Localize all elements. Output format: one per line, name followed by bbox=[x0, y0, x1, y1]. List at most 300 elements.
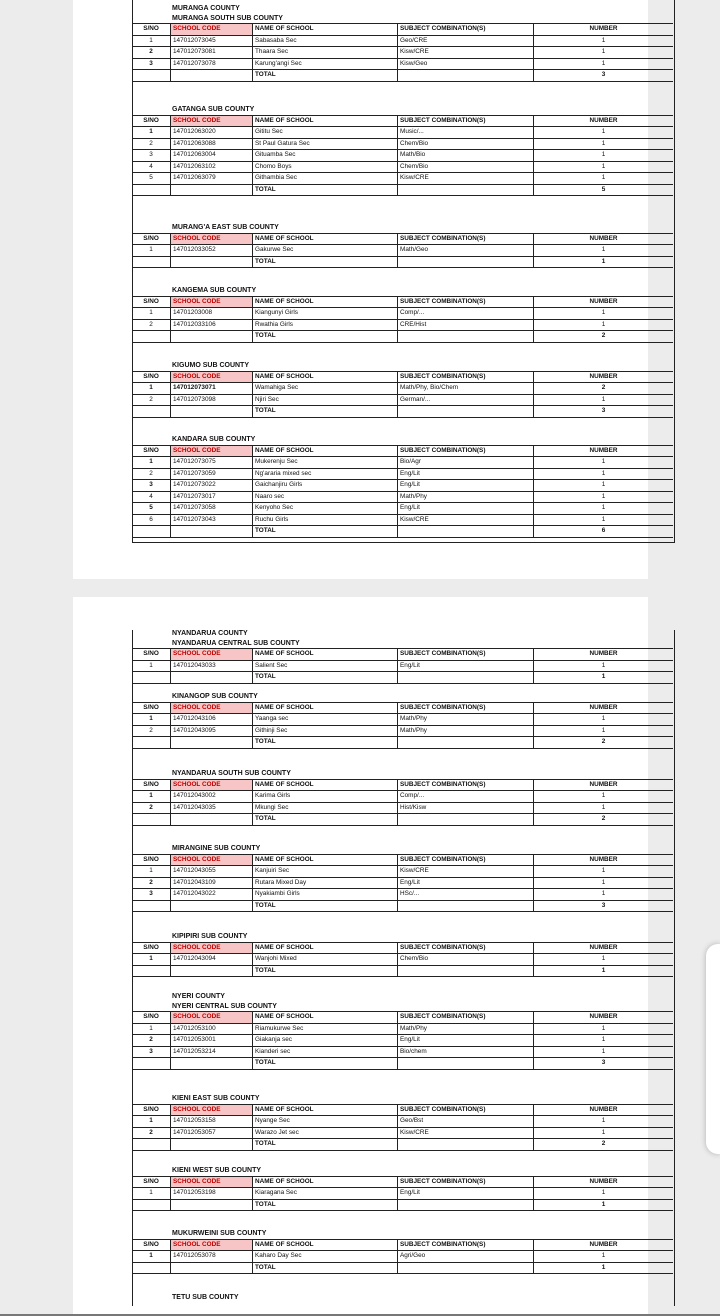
total-value: 3 bbox=[601, 71, 606, 78]
table-row bbox=[132, 150, 673, 162]
total-sno-blank bbox=[132, 70, 171, 81]
col-header-school-code: SCHOOL CODE bbox=[171, 1105, 253, 1116]
table-row bbox=[132, 245, 673, 257]
row-school-code: 147012073043 bbox=[171, 515, 253, 526]
row-school-name: Yaanga sec bbox=[253, 714, 398, 725]
row-number: 1 bbox=[601, 174, 606, 181]
subcounty-section bbox=[132, 932, 673, 977]
col-header-name: NAME OF SCHOOL bbox=[253, 1177, 398, 1188]
row-school-code: 147012043109 bbox=[171, 878, 253, 889]
total-code-blank bbox=[171, 526, 253, 537]
total-value: 3 bbox=[601, 407, 606, 414]
row-number: 2 bbox=[601, 384, 606, 391]
col-header-school-code: SCHOOL CODE bbox=[171, 1240, 253, 1251]
col-header-number: NUMBER bbox=[589, 1240, 618, 1248]
row-number: 1 bbox=[601, 151, 606, 158]
total-code-blank bbox=[171, 1139, 253, 1150]
row-number: 1 bbox=[601, 1117, 606, 1124]
table-row bbox=[132, 866, 673, 878]
subcounty-heading: KIENI EAST SUB COUNTY bbox=[172, 1095, 260, 1102]
row-school-name: Gakurwe Sec bbox=[253, 245, 398, 256]
row-school-name: Karung'angi Sec bbox=[253, 59, 398, 70]
row-school-name: Nyange Sec bbox=[253, 1116, 398, 1127]
row-school-code: 147012043094 bbox=[171, 954, 253, 965]
row-number: 1 bbox=[601, 1047, 606, 1055]
table-row bbox=[132, 59, 673, 71]
row-school-name: Mukerenju Sec bbox=[253, 457, 398, 468]
total-subject-blank bbox=[398, 1263, 534, 1274]
row-number: 1 bbox=[601, 36, 606, 44]
col-header-name: NAME OF SCHOOL bbox=[253, 297, 398, 308]
total-subject-blank bbox=[398, 672, 534, 683]
row-school-name: Rutara Mixed Day bbox=[253, 878, 398, 889]
side-scroll-handle[interactable] bbox=[706, 944, 720, 1154]
table-row bbox=[132, 383, 673, 395]
col-header-school-code: SCHOOL CODE bbox=[171, 24, 253, 35]
county-heading: MURANGA COUNTY bbox=[172, 5, 240, 12]
total-sno-blank bbox=[132, 901, 171, 912]
total-code-blank bbox=[171, 257, 253, 268]
row-subject: Math/Phy bbox=[398, 726, 534, 737]
col-header-subject: SUBJECT COMBINATION(S) bbox=[398, 116, 534, 127]
row-number: 1 bbox=[601, 48, 606, 55]
schools-table bbox=[132, 1104, 673, 1151]
document-page-1 bbox=[73, 0, 648, 579]
table-row bbox=[132, 726, 673, 738]
col-header-name: NAME OF SCHOOL bbox=[253, 1012, 398, 1023]
subcounty-heading: MUKURWEINI SUB COUNTY bbox=[172, 1230, 267, 1237]
total-code-blank bbox=[171, 70, 253, 81]
subcounty-heading: KIGUMO SUB COUNTY bbox=[172, 362, 249, 369]
row-subject: Math/Phy bbox=[398, 714, 534, 725]
col-header-name: NAME OF SCHOOL bbox=[253, 855, 398, 866]
col-header-number: NUMBER bbox=[589, 703, 618, 711]
total-row bbox=[132, 737, 673, 749]
table-row bbox=[132, 469, 673, 481]
row-school-code: 147012033052 bbox=[171, 245, 253, 256]
total-label: TOTAL bbox=[253, 1139, 398, 1150]
col-header-name: NAME OF SCHOOL bbox=[253, 1105, 398, 1116]
row-sno: 2 bbox=[132, 1035, 171, 1046]
row-school-name: Githambia Sec bbox=[253, 173, 398, 184]
table-row bbox=[132, 1116, 673, 1128]
row-sno: 3 bbox=[132, 1047, 171, 1058]
schools-table bbox=[132, 233, 673, 269]
total-subject-blank bbox=[398, 331, 534, 342]
table-header-row bbox=[132, 116, 673, 128]
row-sno: 1 bbox=[132, 1251, 171, 1262]
row-subject: Chem/Bio bbox=[398, 162, 534, 173]
col-header-number: NUMBER bbox=[589, 297, 618, 305]
col-header-sno: S/NO bbox=[132, 943, 171, 954]
table-row bbox=[132, 878, 673, 890]
row-sno: 1 bbox=[132, 791, 171, 802]
row-school-code: 147012073098 bbox=[171, 395, 253, 406]
total-subject-blank bbox=[398, 966, 534, 977]
row-school-name: Githinji Sec bbox=[253, 726, 398, 737]
county-heading: NYERI COUNTY bbox=[172, 993, 225, 1000]
row-subject: Eng/Lit bbox=[398, 469, 534, 480]
row-subject: German/... bbox=[398, 395, 534, 406]
table-header-row bbox=[132, 372, 673, 384]
subcounty-heading: NYERI CENTRAL SUB COUNTY bbox=[172, 1002, 277, 1010]
row-sno: 6 bbox=[132, 515, 171, 526]
table-row bbox=[132, 480, 673, 492]
col-header-name: NAME OF SCHOOL bbox=[253, 703, 398, 714]
row-subject: Eng/Lit bbox=[398, 878, 534, 889]
row-sno: 2 bbox=[132, 320, 171, 331]
total-row bbox=[132, 1058, 673, 1070]
row-sno: 1 bbox=[132, 127, 171, 138]
col-header-school-code: SCHOOL CODE bbox=[171, 943, 253, 954]
subcounty-heading: KIENI WEST SUB COUNTY bbox=[172, 1167, 262, 1174]
total-subject-blank bbox=[398, 737, 534, 748]
total-label: TOTAL bbox=[253, 185, 398, 196]
row-school-code: 147012073075 bbox=[171, 457, 253, 468]
col-header-subject: SUBJECT COMBINATION(S) bbox=[398, 24, 534, 35]
col-header-number: NUMBER bbox=[589, 372, 618, 380]
total-row bbox=[132, 331, 673, 343]
col-header-school-code: SCHOOL CODE bbox=[171, 780, 253, 791]
col-header-school-code: SCHOOL CODE bbox=[171, 649, 253, 660]
row-subject: Kisw/Geo bbox=[398, 59, 534, 70]
row-subject: Eng/Lit bbox=[398, 480, 534, 491]
total-row bbox=[132, 406, 673, 418]
total-code-blank bbox=[171, 901, 253, 912]
subcounty-heading: KINANGOP SUB COUNTY bbox=[172, 693, 258, 700]
table-row bbox=[132, 395, 673, 407]
subcounty-section bbox=[132, 435, 673, 538]
row-school-name: Warazo Jet sec bbox=[253, 1128, 398, 1139]
total-value: 2 bbox=[601, 738, 606, 745]
row-school-code: 147012043055 bbox=[171, 866, 253, 877]
col-header-number: NUMBER bbox=[589, 855, 618, 863]
row-school-name: Nyakiambi Girls bbox=[253, 889, 398, 900]
row-school-code: 147012053198 bbox=[171, 1188, 253, 1199]
total-subject-blank bbox=[398, 1058, 534, 1069]
row-school-code: 147012063102 bbox=[171, 162, 253, 173]
col-header-school-code: SCHOOL CODE bbox=[171, 1177, 253, 1188]
total-row bbox=[132, 257, 673, 269]
col-header-sno: S/NO bbox=[132, 780, 171, 791]
table-header-row bbox=[132, 297, 673, 309]
row-school-name: Giakanja sec bbox=[253, 1035, 398, 1046]
total-value: 5 bbox=[601, 185, 606, 193]
schools-table bbox=[132, 445, 673, 538]
row-subject: Kisw/CRE bbox=[398, 1128, 534, 1139]
col-header-name: NAME OF SCHOOL bbox=[253, 446, 398, 457]
schools-table bbox=[132, 23, 673, 82]
col-header-sno: S/NO bbox=[132, 234, 171, 245]
row-school-name: Naaro sec bbox=[253, 492, 398, 503]
col-header-sno: S/NO bbox=[132, 1240, 171, 1251]
table-row bbox=[132, 661, 673, 673]
row-school-name: Gituamba Sec bbox=[253, 150, 398, 161]
total-sno-blank bbox=[132, 1263, 171, 1274]
table-row bbox=[132, 173, 673, 185]
row-sno: 1 bbox=[132, 661, 171, 672]
col-header-number: NUMBER bbox=[589, 943, 618, 951]
row-sno: 2 bbox=[132, 878, 171, 889]
row-school-code: 147012043033 bbox=[171, 661, 253, 672]
row-subject: HSc/... bbox=[398, 889, 534, 900]
row-number: 1 bbox=[601, 309, 606, 316]
page-sheet bbox=[73, 0, 648, 579]
row-number: 1 bbox=[601, 715, 606, 722]
total-sno-blank bbox=[132, 526, 171, 537]
row-school-name: Kenyoho Sec bbox=[253, 503, 398, 514]
col-header-subject: SUBJECT COMBINATION(S) bbox=[398, 855, 534, 866]
total-label: TOTAL bbox=[253, 966, 398, 977]
row-school-code: 147012073081 bbox=[171, 47, 253, 58]
row-school-name: Gititu Sec bbox=[253, 127, 398, 138]
total-label: TOTAL bbox=[253, 526, 398, 537]
col-header-sno: S/NO bbox=[132, 297, 171, 308]
table-row bbox=[132, 1128, 673, 1140]
schools-table bbox=[132, 1239, 673, 1275]
subcounty-section bbox=[132, 286, 673, 343]
total-label: TOTAL bbox=[253, 901, 398, 912]
page-sheet bbox=[73, 597, 648, 1316]
row-number: 1 bbox=[601, 890, 606, 897]
total-row bbox=[132, 1263, 673, 1275]
total-subject-blank bbox=[398, 1139, 534, 1150]
row-subject: Bio/chem bbox=[398, 1047, 534, 1058]
total-row bbox=[132, 185, 673, 197]
table-header-row bbox=[132, 234, 673, 246]
row-subject: Chem/Bio bbox=[398, 139, 534, 150]
total-row bbox=[132, 70, 673, 82]
row-sno: 2 bbox=[132, 395, 171, 406]
row-sno: 2 bbox=[132, 139, 171, 150]
row-sno: 5 bbox=[132, 503, 171, 514]
row-school-name: Mkungi Sec bbox=[253, 803, 398, 814]
total-sno-blank bbox=[132, 1139, 171, 1150]
col-header-school-code: SCHOOL CODE bbox=[171, 116, 253, 127]
row-school-code: 147012073078 bbox=[171, 59, 253, 70]
row-school-code: 147012043022 bbox=[171, 889, 253, 900]
col-header-school-code: SCHOOL CODE bbox=[171, 372, 253, 383]
row-sno: 2 bbox=[132, 47, 171, 58]
col-header-sno: S/NO bbox=[132, 855, 171, 866]
row-subject: Agri/Geo bbox=[398, 1251, 534, 1262]
total-label: TOTAL bbox=[253, 70, 398, 81]
schools-table bbox=[132, 779, 673, 826]
total-label: TOTAL bbox=[253, 406, 398, 417]
col-header-name: NAME OF SCHOOL bbox=[253, 24, 398, 35]
subcounty-heading: GATANGA SUB COUNTY bbox=[172, 106, 255, 113]
total-code-blank bbox=[171, 1058, 253, 1069]
subcounty-heading: MIRANGINE SUB COUNTY bbox=[172, 845, 261, 852]
row-subject: Math/Phy bbox=[398, 1024, 534, 1035]
row-school-name: Thaara Sec bbox=[253, 47, 398, 58]
row-sno: 1 bbox=[132, 1116, 171, 1127]
table-row bbox=[132, 803, 673, 815]
row-school-name: Karima Girls bbox=[253, 791, 398, 802]
row-number: 1 bbox=[601, 320, 606, 328]
row-subject: Math/Geo bbox=[398, 245, 534, 256]
total-code-blank bbox=[171, 406, 253, 417]
subcounty-section bbox=[132, 223, 673, 268]
row-sno: 2 bbox=[132, 803, 171, 814]
total-sno-blank bbox=[132, 672, 171, 683]
col-header-number: NUMBER bbox=[589, 780, 618, 788]
row-number: 1 bbox=[601, 492, 606, 500]
table-row bbox=[132, 1024, 673, 1036]
total-label: TOTAL bbox=[253, 814, 398, 825]
total-subject-blank bbox=[398, 1200, 534, 1211]
table-row bbox=[132, 36, 673, 48]
table-header-row bbox=[132, 24, 673, 36]
subcounty-heading: NYANDARUA CENTRAL SUB COUNTY bbox=[172, 639, 300, 647]
table-header-row bbox=[132, 943, 673, 955]
row-sno: 1 bbox=[132, 383, 171, 394]
col-header-subject: SUBJECT COMBINATION(S) bbox=[398, 1105, 534, 1116]
total-row bbox=[132, 1139, 673, 1151]
row-school-code: 147012053158 bbox=[171, 1116, 253, 1127]
trailer-subcounty-heading: TETU SUB COUNTY bbox=[172, 1294, 239, 1301]
row-sno: 1 bbox=[132, 36, 171, 47]
col-header-school-code: SCHOOL CODE bbox=[171, 703, 253, 714]
row-number: 1 bbox=[601, 246, 606, 253]
row-school-code: 147012073045 bbox=[171, 36, 253, 47]
row-school-code: 147012063079 bbox=[171, 173, 253, 184]
total-label: TOTAL bbox=[253, 331, 398, 342]
row-school-name: Riamukurwe Sec bbox=[253, 1024, 398, 1035]
col-header-number: NUMBER bbox=[589, 1105, 618, 1113]
table-row bbox=[132, 714, 673, 726]
row-sno: 3 bbox=[132, 480, 171, 491]
col-header-subject: SUBJECT COMBINATION(S) bbox=[398, 1177, 534, 1188]
col-header-number: NUMBER bbox=[589, 234, 618, 242]
total-row bbox=[132, 526, 673, 538]
total-code-blank bbox=[171, 966, 253, 977]
row-school-name: Salient Sec bbox=[253, 661, 398, 672]
row-school-name: Wamahiga Sec bbox=[253, 383, 398, 394]
total-label: TOTAL bbox=[253, 257, 398, 268]
row-sno: 1 bbox=[132, 866, 171, 877]
total-row bbox=[132, 814, 673, 826]
row-number: 1 bbox=[601, 726, 606, 734]
total-subject-blank bbox=[398, 185, 534, 196]
row-subject: Hist/Kisw bbox=[398, 803, 534, 814]
row-sno: 1 bbox=[132, 245, 171, 256]
table-row bbox=[132, 791, 673, 803]
row-subject: Eng/Lit bbox=[398, 503, 534, 514]
col-header-number: NUMBER bbox=[589, 446, 618, 454]
row-school-code: 14701203008 bbox=[171, 308, 253, 319]
row-school-name: Sabasaba Sec bbox=[253, 36, 398, 47]
row-number: 1 bbox=[601, 803, 606, 811]
row-number: 1 bbox=[601, 128, 606, 135]
row-number: 1 bbox=[601, 515, 606, 523]
total-code-blank bbox=[171, 1200, 253, 1211]
col-header-subject: SUBJECT COMBINATION(S) bbox=[398, 297, 534, 308]
row-number: 1 bbox=[601, 1189, 606, 1196]
total-subject-blank bbox=[398, 70, 534, 81]
table-row bbox=[132, 1047, 673, 1059]
total-value: 1 bbox=[601, 257, 606, 265]
row-number: 1 bbox=[601, 1252, 606, 1259]
col-header-subject: SUBJECT COMBINATION(S) bbox=[398, 372, 534, 383]
row-school-code: 147012073058 bbox=[171, 503, 253, 514]
table-header-row bbox=[132, 649, 673, 661]
row-number: 1 bbox=[601, 661, 606, 669]
col-header-sno: S/NO bbox=[132, 1177, 171, 1188]
row-number: 1 bbox=[601, 792, 606, 799]
table-row bbox=[132, 308, 673, 320]
col-header-subject: SUBJECT COMBINATION(S) bbox=[398, 234, 534, 245]
col-header-subject: SUBJECT COMBINATION(S) bbox=[398, 780, 534, 791]
row-subject: Comp/... bbox=[398, 308, 534, 319]
total-label: TOTAL bbox=[253, 672, 398, 683]
row-subject: Kisw/CRE bbox=[398, 173, 534, 184]
row-school-name: Kanjuiri Sec bbox=[253, 866, 398, 877]
subcounty-section bbox=[132, 629, 673, 684]
col-header-number: NUMBER bbox=[589, 116, 618, 124]
subcounty-section bbox=[132, 769, 673, 826]
row-sno: 3 bbox=[132, 150, 171, 161]
total-row bbox=[132, 672, 673, 684]
col-header-subject: SUBJECT COMBINATION(S) bbox=[398, 943, 534, 954]
table-row bbox=[132, 515, 673, 527]
table-header-row bbox=[132, 780, 673, 792]
table-row bbox=[132, 492, 673, 504]
col-header-subject: SUBJECT COMBINATION(S) bbox=[398, 1240, 534, 1251]
row-number: 1 bbox=[601, 504, 606, 511]
row-school-name: Ruchu Girls bbox=[253, 515, 398, 526]
total-subject-blank bbox=[398, 901, 534, 912]
table-row bbox=[132, 1188, 673, 1200]
subcounty-section bbox=[132, 692, 673, 749]
row-school-code: 147012053001 bbox=[171, 1035, 253, 1046]
schools-table bbox=[132, 942, 673, 978]
total-sno-blank bbox=[132, 406, 171, 417]
col-header-name: NAME OF SCHOOL bbox=[253, 780, 398, 791]
col-header-name: NAME OF SCHOOL bbox=[253, 649, 398, 660]
total-sno-blank bbox=[132, 1200, 171, 1211]
row-sno: 1 bbox=[132, 954, 171, 965]
table-header-row bbox=[132, 1177, 673, 1189]
col-header-sno: S/NO bbox=[132, 1012, 171, 1023]
row-sno: 1 bbox=[132, 1024, 171, 1035]
col-header-sno: S/NO bbox=[132, 372, 171, 383]
subcounty-heading: KIPIPIRI SUB COUNTY bbox=[172, 933, 248, 940]
total-sno-blank bbox=[132, 1058, 171, 1069]
row-sno: 2 bbox=[132, 726, 171, 737]
row-number: 1 bbox=[601, 867, 606, 874]
row-number: 1 bbox=[601, 395, 606, 403]
row-school-name: Kianderi sec bbox=[253, 1047, 398, 1058]
schools-table bbox=[132, 1011, 673, 1070]
total-code-blank bbox=[171, 1263, 253, 1274]
total-value: 3 bbox=[601, 901, 606, 909]
col-header-name: NAME OF SCHOOL bbox=[253, 1240, 398, 1251]
subcounty-heading: KANGEMA SUB COUNTY bbox=[172, 287, 257, 294]
row-sno: 2 bbox=[132, 1128, 171, 1139]
subcounty-heading: NYANDARUA SOUTH SUB COUNTY bbox=[172, 770, 291, 777]
row-subject: Math/Phy, Bio/Chem bbox=[398, 383, 534, 394]
row-school-code: 147012033106 bbox=[171, 320, 253, 331]
schools-table bbox=[132, 702, 673, 749]
row-number: 1 bbox=[601, 481, 606, 488]
total-label: TOTAL bbox=[253, 1058, 398, 1069]
row-number: 1 bbox=[601, 1024, 606, 1032]
row-school-code: 147012073022 bbox=[171, 480, 253, 491]
col-header-sno: S/NO bbox=[132, 649, 171, 660]
total-sno-blank bbox=[132, 331, 171, 342]
total-row bbox=[132, 901, 673, 913]
